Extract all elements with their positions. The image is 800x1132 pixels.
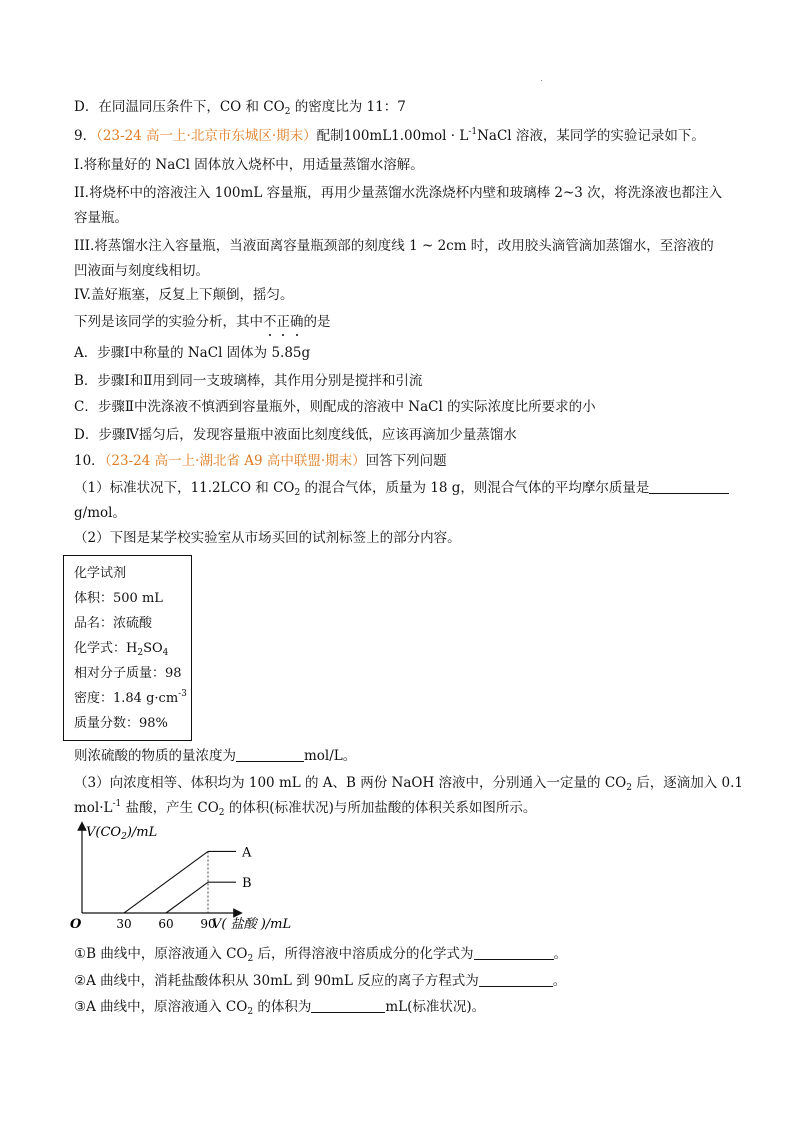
answer-blank-3[interactable]: [474, 945, 554, 960]
answer-blank-4[interactable]: [479, 972, 553, 987]
answer-blank-2[interactable]: [236, 747, 304, 762]
q10-part-3: （3）向浓度相等、体积均为 100 mL 的 A、B 两份 NaOH 溶液中，分别通入一定量的 $CO_2$ 后，逐滴加入 0.1: [74, 775, 744, 793]
q9-option-d: D．步骤Ⅳ摇匀后，发现容量瓶中液面比刻度线低，应该再滴加少量蒸馏水: [74, 427, 517, 443]
co2-volume-graph: [60, 818, 320, 936]
reagent-label: [63, 555, 192, 741]
q10-sub-3: ③A 曲线中，原溶液通入 $CO_2$ 的体积为 mL(标准状况)。: [74, 999, 486, 1017]
q9-source: （23-24 高一上·北京市东城区·期末）: [96, 128, 317, 144]
label-density: 密度：1.84 $g\cdot cm^{-3}$: [74, 689, 187, 706]
q10-part-3-cont: $mol\cdot L^{-1}$ 盐酸，产生 $CO_2$ 的体积(标准状况)与所加盐酸的体积关系如图所示。: [74, 799, 537, 818]
q9-step-3: III.将蒸馏水注入容量瓶，当液面离容量瓶颈部的刻度线 1 ~ 2cm 时，改用胶头滴管滴加蒸馏水，至溶液的: [74, 238, 714, 254]
label-volume: 体积：500 mL: [74, 591, 163, 606]
q9-intro: 9．（23-24 高一上·北京市东城区·期末）配制$100mL1.00mol \cdot L^{-1}NaCl$ 溶液，某同学的实验记录如下。: [74, 127, 705, 144]
origin-label: O: [70, 917, 82, 932]
x-tick-90: 90: [200, 917, 216, 931]
label-mr: 相对分子质量：98: [74, 666, 182, 681]
answer-blank-5[interactable]: [311, 998, 385, 1013]
label-name: 品名：浓硫酸: [74, 616, 153, 631]
q10-intro: 10．（23-24 高一上·湖北省 A9 高中联盟·期末）回答下列问题: [74, 453, 447, 469]
answer-blank-1[interactable]: [649, 479, 729, 494]
series-a-line: [124, 851, 208, 913]
page-speck: [541, 80, 542, 81]
q9-option-a: A．步骤Ⅰ中称量的 NaCl 固体为 5.85g: [74, 345, 311, 361]
x-axis-label: V( 盐酸 )/mL: [212, 917, 292, 932]
q9-step-4: IV.盖好瓶塞，反复上下颠倒，摇匀。: [74, 287, 294, 303]
series-b-label: B: [242, 876, 252, 892]
q9-step-1: I.将称量好的 NaCl 固体放入烧杯中，用适量蒸馏水溶解。: [74, 157, 424, 173]
q10-part-1-unit: g/mol。: [74, 505, 126, 521]
label-title: 化学试剂: [74, 566, 127, 581]
label-fraction: 质量分数：98%: [74, 716, 168, 731]
series-b-line: [166, 882, 208, 913]
series-a-label: A: [242, 845, 252, 861]
q9-option-b: B．步骤Ⅰ和Ⅱ用到同一支玻璃棒，其作用分别是搅拌和引流: [74, 373, 423, 389]
y-axis-label: $V(CO_2)/mL$: [86, 825, 158, 842]
q9-question: 下列是该同学的实验分析，其中不 正 确 的是: [74, 313, 331, 331]
q10-part-1: （1）标准状况下，11.2LCO 和 $CO_2$ 的混合气体，质量为 18 g，则混合气体的平均摩尔质量是: [74, 479, 729, 497]
q10-sub-2: ②A 曲线中，消耗盐酸体积从 30mL 到 90mL 反应的离子方程式为 。: [74, 973, 567, 989]
q9-step-3-cont: 凹液面与刻度线相切。: [74, 263, 209, 279]
x-tick-60: 60: [158, 917, 174, 931]
label-formula: 化学式：$H_2SO_4$: [74, 641, 169, 658]
q10-part-2-answer: 则浓硫酸的物质的量浓度为 mol/L。: [74, 748, 357, 764]
q10-sub-1: ①B 曲线中，原溶液通入 $CO_2$ 后，所得溶液中溶质成分的化学式为 。: [74, 946, 568, 964]
q9-step-2-cont: 容量瓶。: [74, 210, 128, 226]
q10-part-2: （2）下图是某学校实验室从市场买回的试剂标签上的部分内容。: [74, 530, 461, 546]
q10-source: （23-24 高一上·湖北省 A9 高中联盟·期末）: [104, 453, 366, 469]
q8-option-d: D．在同温同压条件下，CO 和 $CO_2$ 的密度比为 11：7: [74, 99, 406, 117]
q9-option-c: C．步骤Ⅱ中洗涤液不慎洒到容量瓶外，则配成的溶液中 NaCl 的实际浓度比所要求的小: [74, 399, 596, 415]
x-tick-30: 30: [116, 917, 132, 931]
q9-step-2: II.将烧杯中的溶液注入 100mL 容量瓶，再用少量蒸馏水洗涤烧杯内壁和玻璃棒 2~3 次，将洗涤液也都注入: [74, 185, 723, 201]
